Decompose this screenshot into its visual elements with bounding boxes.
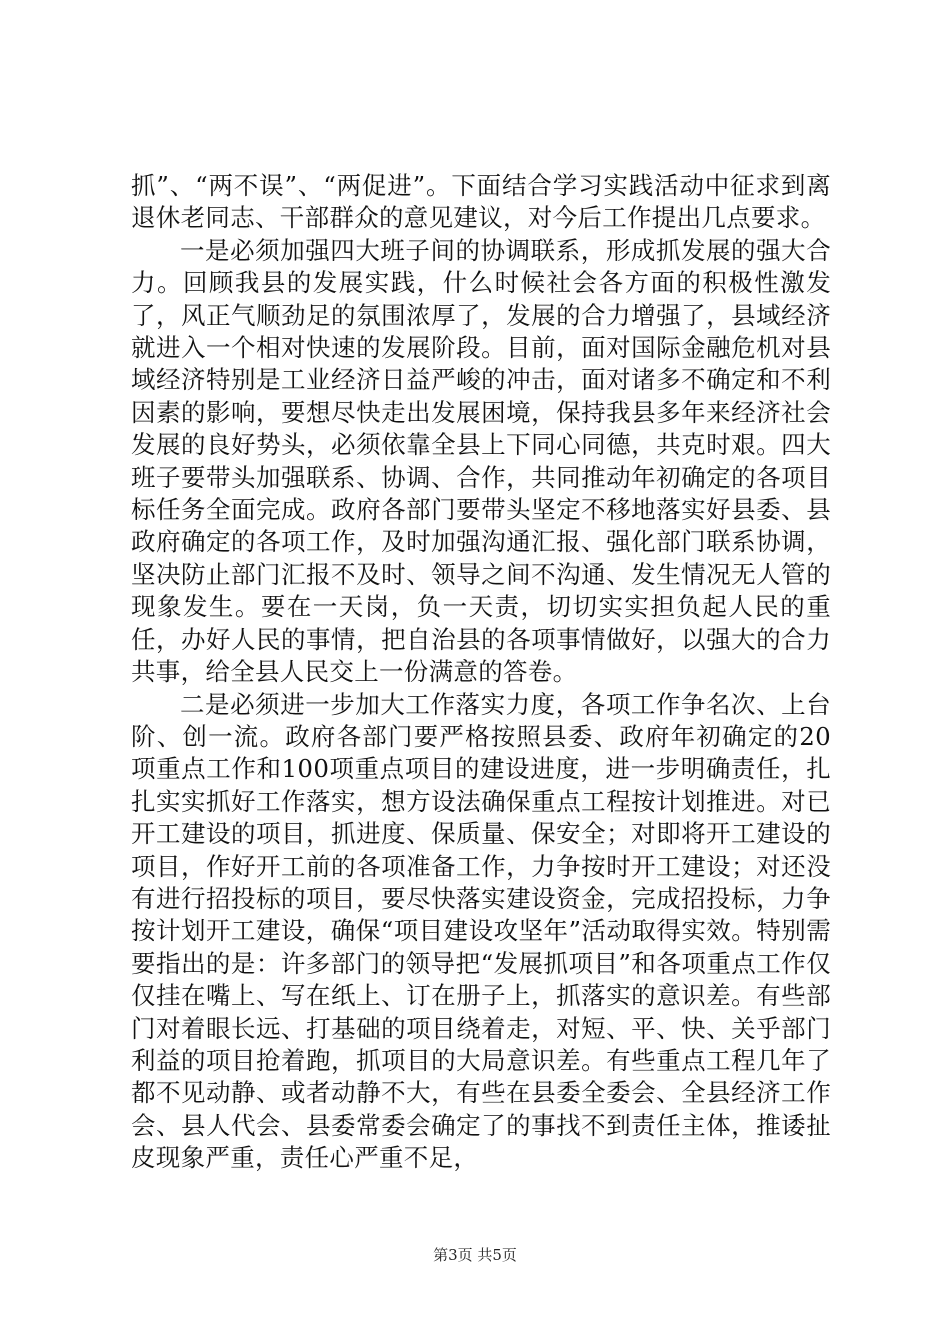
document-body (131, 170, 831, 1175)
paragraph-continuation: 抓”、“两不误”、“两促进”。下面结合学习实践活动中征求到离退休老同志、干部群众的意见建议，对今后工作提出几点要求。 (131, 171, 831, 233)
page-footer: 第3页 共5页 (433, 1246, 517, 1264)
paragraph-implementation: 二是必须进一步加大工作落实力度，各项工作争名次、上台阶、创一流。政府各部门要严格按照县委、政府年初确定的20项重点工作和100项重点项目的建设进度，进一步明确责任，扎扎实实抓好工作落实，想方设法确保重点工程按计划推进。对已开工建设的项目，抓进度、保质量、保安全；对即将开工建设的项目，作好开工前的各项准备工作，力争按时开工建设；对还没有进行招投标的项目，要尽快落实建设资金，完成招投标，力争按计划开工建设，确保“项目建设攻坚年”活动取得实效。特别需要指出的是：许多部门的领导把“发展抓项目”和各项重点工作仅仅挂在嘴上、写在纸上、订在册子上，抓落实的意识差。有些部门对着眼长远、打基础的项目绕着走，对短、平、快、关乎部门利益的项目抢着跑，抓项目的大局意识差。有些重点工程几年了都不见动静、或者动静不大，有些在县委全委会、全县经济工作会、县人代会、县委常委会确定了的事找不到责任主体，推诿扯皮现象严重，责任心严重不足， (131, 689, 831, 1173)
paragraph-coordination: 一是必须加强四大班子间的协调联系，形成抓发展的强大合力。回顾我县的发展实践，什么时候社会各方面的积极性激发了，风正气顺劲足的氛围浓厚了，发展的合力增强了，县域经济就进入一个相对快速的发展阶段。目前，面对国际金融危机对县域经济特别是工业经济日益严峻的冲击，面对诸多不确定和不利因素的影响，要想尽快走出发展困境，保持我县多年来经济社会发展的良好势头，必须依靠全县上下同心同德，共克时艰。四大班子要带头加强联系、协调、合作，共同推动年初确定的各项目标任务全面完成。政府各部门要带头坚定不移地落实好县委、县政府确定的各项工作，及时加强沟通汇报、强化部门联系协调，坚决防止部门汇报不及时、领导之间不沟通、发生情况无人管的现象发生。要在一天岗，负一天责，切切实实担负起人民的重任，办好人民的事情，把自治县的各项事情做好，以强大的合力共事，给全县人民交上一份满意的答卷。 (131, 235, 831, 687)
